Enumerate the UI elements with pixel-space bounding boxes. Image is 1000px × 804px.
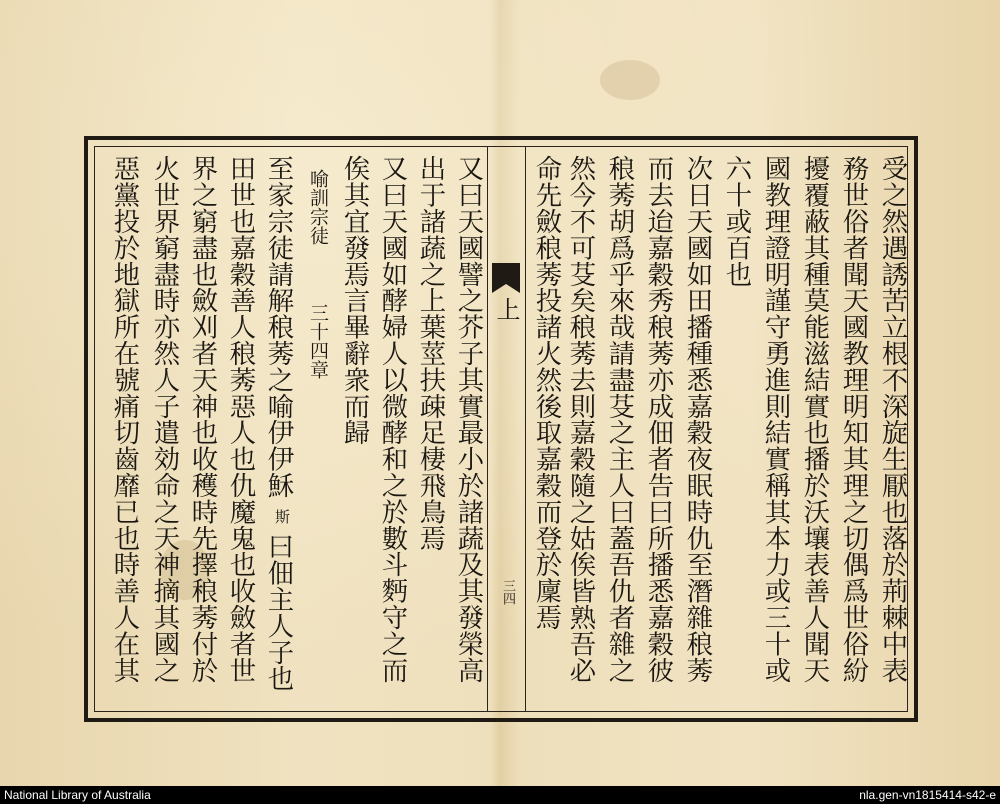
text-frame-inner <box>94 146 908 712</box>
text-column-19: 惡黨投於地獄所在號痛切齒靡已也時善人在其 <box>109 155 140 683</box>
image-identifier: nla.gen-vn1815414-s42-e <box>859 788 996 802</box>
paper-stain <box>600 60 660 100</box>
center-gutter-right-rule <box>525 147 526 711</box>
text-column-16: 田世也嘉穀善人稂莠惡人也仇魔鬼也收斂者世 <box>225 155 256 683</box>
text-column-3: 擾覆蔽其種莫能滋結實也播於沃壤表善人聞天 <box>799 155 830 683</box>
page-number: 三四 <box>500 579 515 605</box>
text-column-2: 務世俗者聞天國教理明知其理之切偶爲世俗紛 <box>838 155 869 683</box>
section-heading: 喻訓宗徒 <box>307 169 329 245</box>
text-column-10: 命先斂稂莠投諸火然後取嘉穀而登於廩焉 <box>531 155 562 631</box>
text-column-5: 六十或百也 <box>721 155 752 287</box>
text-column-1: 受之然遇誘苦立根不深旋生厭也落於荊棘中表 <box>877 155 908 683</box>
library-name: National Library of Australia <box>4 788 151 802</box>
text-column-6: 次日天國如田播種悉嘉穀夜眠時仇至潛雜稂莠 <box>682 155 713 683</box>
center-gutter-left-rule <box>487 147 488 711</box>
text-column-15: 至家宗徒請解稂莠之喻伊伊穌 <box>263 155 294 499</box>
chapter-note: 三十四章 <box>307 303 329 379</box>
text-column-8: 稂莠胡爲乎來哉請盡芟之主人曰蓋吾仇者雜之 <box>604 155 635 683</box>
text-frame <box>84 136 918 722</box>
text-column-9: 然今不可芟矣稂莠去則嘉穀隨之姑俟皆熟吾必 <box>565 155 596 683</box>
text-column-18: 火世界窮盡時亦然人子遣効命之天神摘其國之 <box>149 155 180 683</box>
text-column-12: 出于諸蔬之上葉莖扶疎足棲飛鳥焉 <box>415 155 446 551</box>
text-column-7: 而去迨嘉穀秀稂莠亦成佃者告曰所播悉嘉穀彼 <box>643 155 674 683</box>
center-title-char: 上 <box>492 297 520 321</box>
inline-small-note: 斯 <box>273 509 291 524</box>
text-column-4: 國教理證明謹守勇進則結實稱其本力或三十或 <box>760 155 791 683</box>
text-column-15-continued: 曰佃主人子也 <box>263 533 294 692</box>
text-column-13: 又曰天國如酵婦人以微酵和之於數斗麪守之而 <box>377 155 408 683</box>
fish-tail-ornament-top <box>492 263 520 293</box>
text-column-17: 界之窮盡也斂刈者天神也收穫時先擇稂莠付於 <box>187 155 218 683</box>
text-column-14: 俟其宜發焉言畢辭衆而歸 <box>339 155 370 446</box>
library-banner <box>0 786 1000 804</box>
text-column-11: 又曰天國譬之芥子其實最小於諸蔬及其發榮高 <box>453 155 484 683</box>
